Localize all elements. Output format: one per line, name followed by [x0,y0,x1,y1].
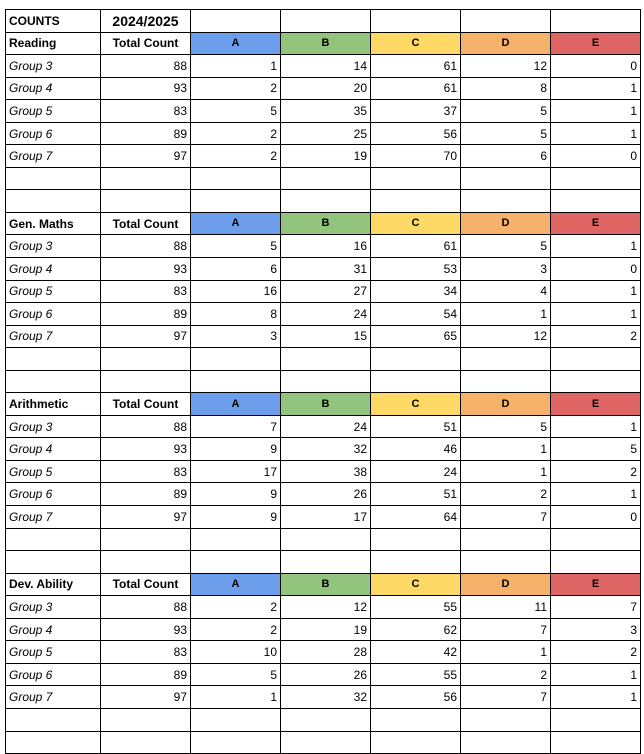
grade-a-cell[interactable]: 6 [191,258,281,281]
grade-b-cell[interactable]: 25 [281,123,371,146]
grade-a-cell[interactable]: 9 [191,438,281,461]
total-count-cell[interactable]: 88 [101,416,191,439]
empty-cell[interactable] [101,348,191,371]
grade-b-cell[interactable]: 24 [281,416,371,439]
total-count-cell[interactable]: 88 [101,55,191,78]
grade-c-cell[interactable]: 37 [371,100,461,123]
grade-b-cell[interactable]: 35 [281,100,371,123]
total-count-cell[interactable]: 97 [101,506,191,529]
empty-cell[interactable] [101,190,191,213]
empty-cell[interactable] [281,10,371,33]
empty-cell[interactable] [191,190,281,213]
empty-cell[interactable] [6,168,101,191]
year-cell[interactable]: 2024/2025 [101,10,191,33]
grade-a-cell[interactable]: 5 [191,235,281,258]
empty-cell[interactable] [191,709,281,732]
empty-cell[interactable] [371,551,461,574]
grade-d-cell[interactable]: 4 [461,281,551,304]
grade-d-cell[interactable]: 1 [461,438,551,461]
empty-cell[interactable] [371,732,461,754]
total-count-cell[interactable]: 89 [101,123,191,146]
grade-b-cell[interactable]: 26 [281,483,371,506]
total-count-cell[interactable]: 89 [101,483,191,506]
group-cell[interactable]: Group 7 [6,686,101,709]
empty-cell[interactable] [551,10,641,33]
grade-e-cell[interactable]: 0 [551,258,641,281]
grade-d-cell[interactable]: 5 [461,100,551,123]
grade-header-d[interactable]: D [461,33,551,56]
grade-e-cell[interactable]: 1 [551,303,641,326]
total-count-cell[interactable]: 93 [101,78,191,101]
grade-b-cell[interactable]: 14 [281,55,371,78]
grade-header-b[interactable]: B [281,574,371,597]
group-cell[interactable]: Group 4 [6,258,101,281]
total-count-header[interactable]: Total Count [101,574,191,597]
grade-d-cell[interactable]: 6 [461,145,551,168]
grade-e-cell[interactable]: 0 [551,145,641,168]
empty-cell[interactable] [461,529,551,552]
total-count-header[interactable]: Total Count [101,213,191,236]
empty-cell[interactable] [371,10,461,33]
grade-a-cell[interactable]: 7 [191,416,281,439]
grade-header-b[interactable]: B [281,393,371,416]
grade-b-cell[interactable]: 38 [281,461,371,484]
sheet-label-cell[interactable]: COUNTS [6,10,101,33]
empty-cell[interactable] [461,709,551,732]
empty-cell[interactable] [191,371,281,394]
grade-a-cell[interactable]: 5 [191,100,281,123]
empty-cell[interactable] [101,732,191,754]
grade-b-cell[interactable]: 32 [281,686,371,709]
empty-cell[interactable] [371,371,461,394]
grade-b-cell[interactable]: 32 [281,438,371,461]
empty-cell[interactable] [6,190,101,213]
total-count-cell[interactable]: 83 [101,100,191,123]
grade-c-cell[interactable]: 42 [371,641,461,664]
total-count-header[interactable]: Total Count [101,393,191,416]
empty-cell[interactable] [551,529,641,552]
section-title-cell[interactable]: Reading [6,33,101,56]
grade-d-cell[interactable]: 1 [461,303,551,326]
grade-e-cell[interactable]: 3 [551,619,641,642]
grade-b-cell[interactable]: 15 [281,326,371,349]
empty-cell[interactable] [551,709,641,732]
grade-d-cell[interactable]: 1 [461,461,551,484]
grade-b-cell[interactable]: 27 [281,281,371,304]
grade-d-cell[interactable]: 7 [461,619,551,642]
grade-c-cell[interactable]: 54 [371,303,461,326]
grade-header-a[interactable]: A [191,213,281,236]
total-count-cell[interactable]: 88 [101,596,191,619]
grade-c-cell[interactable]: 56 [371,123,461,146]
grade-c-cell[interactable]: 61 [371,78,461,101]
grade-a-cell[interactable]: 2 [191,78,281,101]
grade-e-cell[interactable]: 1 [551,416,641,439]
grade-e-cell[interactable]: 5 [551,438,641,461]
grade-d-cell[interactable]: 2 [461,483,551,506]
grade-a-cell[interactable]: 2 [191,145,281,168]
grade-c-cell[interactable]: 51 [371,416,461,439]
grade-header-c[interactable]: C [371,393,461,416]
empty-cell[interactable] [461,551,551,574]
grade-header-a[interactable]: A [191,574,281,597]
empty-cell[interactable] [371,190,461,213]
grade-b-cell[interactable]: 24 [281,303,371,326]
empty-cell[interactable] [461,168,551,191]
section-title-cell[interactable]: Gen. Maths [6,213,101,236]
grade-header-d[interactable]: D [461,213,551,236]
empty-cell[interactable] [191,551,281,574]
grade-c-cell[interactable]: 51 [371,483,461,506]
grade-header-c[interactable]: C [371,574,461,597]
grade-a-cell[interactable]: 3 [191,326,281,349]
empty-cell[interactable] [551,732,641,754]
empty-cell[interactable] [281,551,371,574]
grade-a-cell[interactable]: 16 [191,281,281,304]
group-cell[interactable]: Group 6 [6,483,101,506]
grade-a-cell[interactable]: 1 [191,686,281,709]
grade-header-e[interactable]: E [551,393,641,416]
empty-cell[interactable] [551,190,641,213]
grade-b-cell[interactable]: 31 [281,258,371,281]
grade-e-cell[interactable]: 1 [551,664,641,687]
empty-cell[interactable] [551,551,641,574]
group-cell[interactable]: Group 7 [6,145,101,168]
empty-cell[interactable] [281,190,371,213]
empty-cell[interactable] [281,348,371,371]
grade-e-cell[interactable]: 1 [551,123,641,146]
grade-e-cell[interactable]: 2 [551,641,641,664]
empty-cell[interactable] [6,709,101,732]
group-cell[interactable]: Group 4 [6,78,101,101]
empty-cell[interactable] [191,529,281,552]
empty-cell[interactable] [551,168,641,191]
empty-cell[interactable] [461,10,551,33]
grade-e-cell[interactable]: 7 [551,596,641,619]
empty-cell[interactable] [461,371,551,394]
empty-cell[interactable] [461,190,551,213]
grade-e-cell[interactable]: 1 [551,483,641,506]
empty-cell[interactable] [6,529,101,552]
grade-header-a[interactable]: A [191,33,281,56]
grade-d-cell[interactable]: 2 [461,664,551,687]
grade-e-cell[interactable]: 1 [551,281,641,304]
grade-header-d[interactable]: D [461,393,551,416]
empty-cell[interactable] [191,348,281,371]
group-cell[interactable]: Group 7 [6,506,101,529]
grade-a-cell[interactable]: 2 [191,123,281,146]
grade-header-b[interactable]: B [281,213,371,236]
grade-c-cell[interactable]: 53 [371,258,461,281]
section-title-cell[interactable]: Dev. Ability [6,574,101,597]
total-count-cell[interactable]: 83 [101,461,191,484]
empty-cell[interactable] [281,529,371,552]
grade-d-cell[interactable]: 12 [461,326,551,349]
group-cell[interactable]: Group 4 [6,619,101,642]
grade-b-cell[interactable]: 16 [281,235,371,258]
grade-e-cell[interactable]: 2 [551,326,641,349]
group-cell[interactable]: Group 6 [6,303,101,326]
group-cell[interactable]: Group 5 [6,461,101,484]
group-cell[interactable]: Group 3 [6,416,101,439]
grade-a-cell[interactable]: 9 [191,506,281,529]
section-title-cell[interactable]: Arithmetic [6,393,101,416]
counts-spreadsheet [5,9,641,754]
total-count-header[interactable]: Total Count [101,33,191,56]
grade-c-cell[interactable]: 70 [371,145,461,168]
grade-a-cell[interactable]: 9 [191,483,281,506]
empty-cell[interactable] [191,168,281,191]
grade-c-cell[interactable]: 46 [371,438,461,461]
grade-c-cell[interactable]: 62 [371,619,461,642]
total-count-cell[interactable]: 83 [101,281,191,304]
grade-a-cell[interactable]: 17 [191,461,281,484]
empty-cell[interactable] [371,168,461,191]
empty-cell[interactable] [191,732,281,754]
grade-c-cell[interactable]: 61 [371,235,461,258]
group-cell[interactable]: Group 5 [6,641,101,664]
group-cell[interactable]: Group 4 [6,438,101,461]
empty-cell[interactable] [281,732,371,754]
grade-a-cell[interactable]: 8 [191,303,281,326]
grade-b-cell[interactable]: 28 [281,641,371,664]
grade-c-cell[interactable]: 64 [371,506,461,529]
grade-b-cell[interactable]: 19 [281,145,371,168]
grade-d-cell[interactable]: 8 [461,78,551,101]
grade-header-c[interactable]: C [371,33,461,56]
grade-c-cell[interactable]: 55 [371,596,461,619]
empty-cell[interactable] [6,371,101,394]
grade-b-cell[interactable]: 20 [281,78,371,101]
group-cell[interactable]: Group 7 [6,326,101,349]
grade-d-cell[interactable]: 5 [461,123,551,146]
grade-e-cell[interactable]: 1 [551,686,641,709]
empty-cell[interactable] [371,348,461,371]
grade-e-cell[interactable]: 2 [551,461,641,484]
grade-c-cell[interactable]: 24 [371,461,461,484]
grade-b-cell[interactable]: 26 [281,664,371,687]
grade-d-cell[interactable]: 7 [461,686,551,709]
grade-c-cell[interactable]: 61 [371,55,461,78]
empty-cell[interactable] [461,732,551,754]
grade-e-cell[interactable]: 0 [551,506,641,529]
grade-c-cell[interactable]: 65 [371,326,461,349]
total-count-cell[interactable]: 93 [101,258,191,281]
group-cell[interactable]: Group 6 [6,664,101,687]
grade-header-b[interactable]: B [281,33,371,56]
total-count-cell[interactable]: 93 [101,619,191,642]
group-cell[interactable]: Group 6 [6,123,101,146]
empty-cell[interactable] [6,551,101,574]
grade-b-cell[interactable]: 17 [281,506,371,529]
empty-cell[interactable] [371,529,461,552]
grade-e-cell[interactable]: 1 [551,100,641,123]
total-count-cell[interactable]: 83 [101,641,191,664]
empty-cell[interactable] [191,10,281,33]
grade-d-cell[interactable]: 7 [461,506,551,529]
empty-cell[interactable] [551,371,641,394]
empty-cell[interactable] [101,371,191,394]
empty-cell[interactable] [551,348,641,371]
grade-d-cell[interactable]: 12 [461,55,551,78]
grade-d-cell[interactable]: 5 [461,235,551,258]
total-count-cell[interactable]: 89 [101,303,191,326]
total-count-cell[interactable]: 97 [101,326,191,349]
grade-d-cell[interactable]: 11 [461,596,551,619]
grade-a-cell[interactable]: 2 [191,619,281,642]
grade-header-e[interactable]: E [551,574,641,597]
empty-cell[interactable] [281,709,371,732]
empty-cell[interactable] [281,371,371,394]
grade-c-cell[interactable]: 55 [371,664,461,687]
grade-e-cell[interactable]: 0 [551,55,641,78]
group-cell[interactable]: Group 3 [6,235,101,258]
grade-a-cell[interactable]: 5 [191,664,281,687]
grade-header-d[interactable]: D [461,574,551,597]
grade-header-e[interactable]: E [551,33,641,56]
grade-c-cell[interactable]: 34 [371,281,461,304]
grade-e-cell[interactable]: 1 [551,235,641,258]
empty-cell[interactable] [101,529,191,552]
empty-cell[interactable] [281,168,371,191]
empty-cell[interactable] [6,732,101,754]
empty-cell[interactable] [101,709,191,732]
group-cell[interactable]: Group 3 [6,596,101,619]
grade-c-cell[interactable]: 56 [371,686,461,709]
grade-d-cell[interactable]: 5 [461,416,551,439]
grade-a-cell[interactable]: 1 [191,55,281,78]
grade-a-cell[interactable]: 10 [191,641,281,664]
total-count-cell[interactable]: 97 [101,686,191,709]
grade-b-cell[interactable]: 19 [281,619,371,642]
grade-header-a[interactable]: A [191,393,281,416]
total-count-cell[interactable]: 89 [101,664,191,687]
total-count-cell[interactable]: 88 [101,235,191,258]
empty-cell[interactable] [461,348,551,371]
empty-cell[interactable] [371,709,461,732]
grade-e-cell[interactable]: 1 [551,78,641,101]
grade-d-cell[interactable]: 3 [461,258,551,281]
grade-d-cell[interactable]: 1 [461,641,551,664]
grade-b-cell[interactable]: 12 [281,596,371,619]
total-count-cell[interactable]: 97 [101,145,191,168]
empty-cell[interactable] [6,348,101,371]
group-cell[interactable]: Group 5 [6,100,101,123]
empty-cell[interactable] [101,551,191,574]
grade-header-e[interactable]: E [551,213,641,236]
empty-cell[interactable] [101,168,191,191]
total-count-cell[interactable]: 93 [101,438,191,461]
grade-a-cell[interactable]: 2 [191,596,281,619]
group-cell[interactable]: Group 3 [6,55,101,78]
grade-header-c[interactable]: C [371,213,461,236]
group-cell[interactable]: Group 5 [6,281,101,304]
